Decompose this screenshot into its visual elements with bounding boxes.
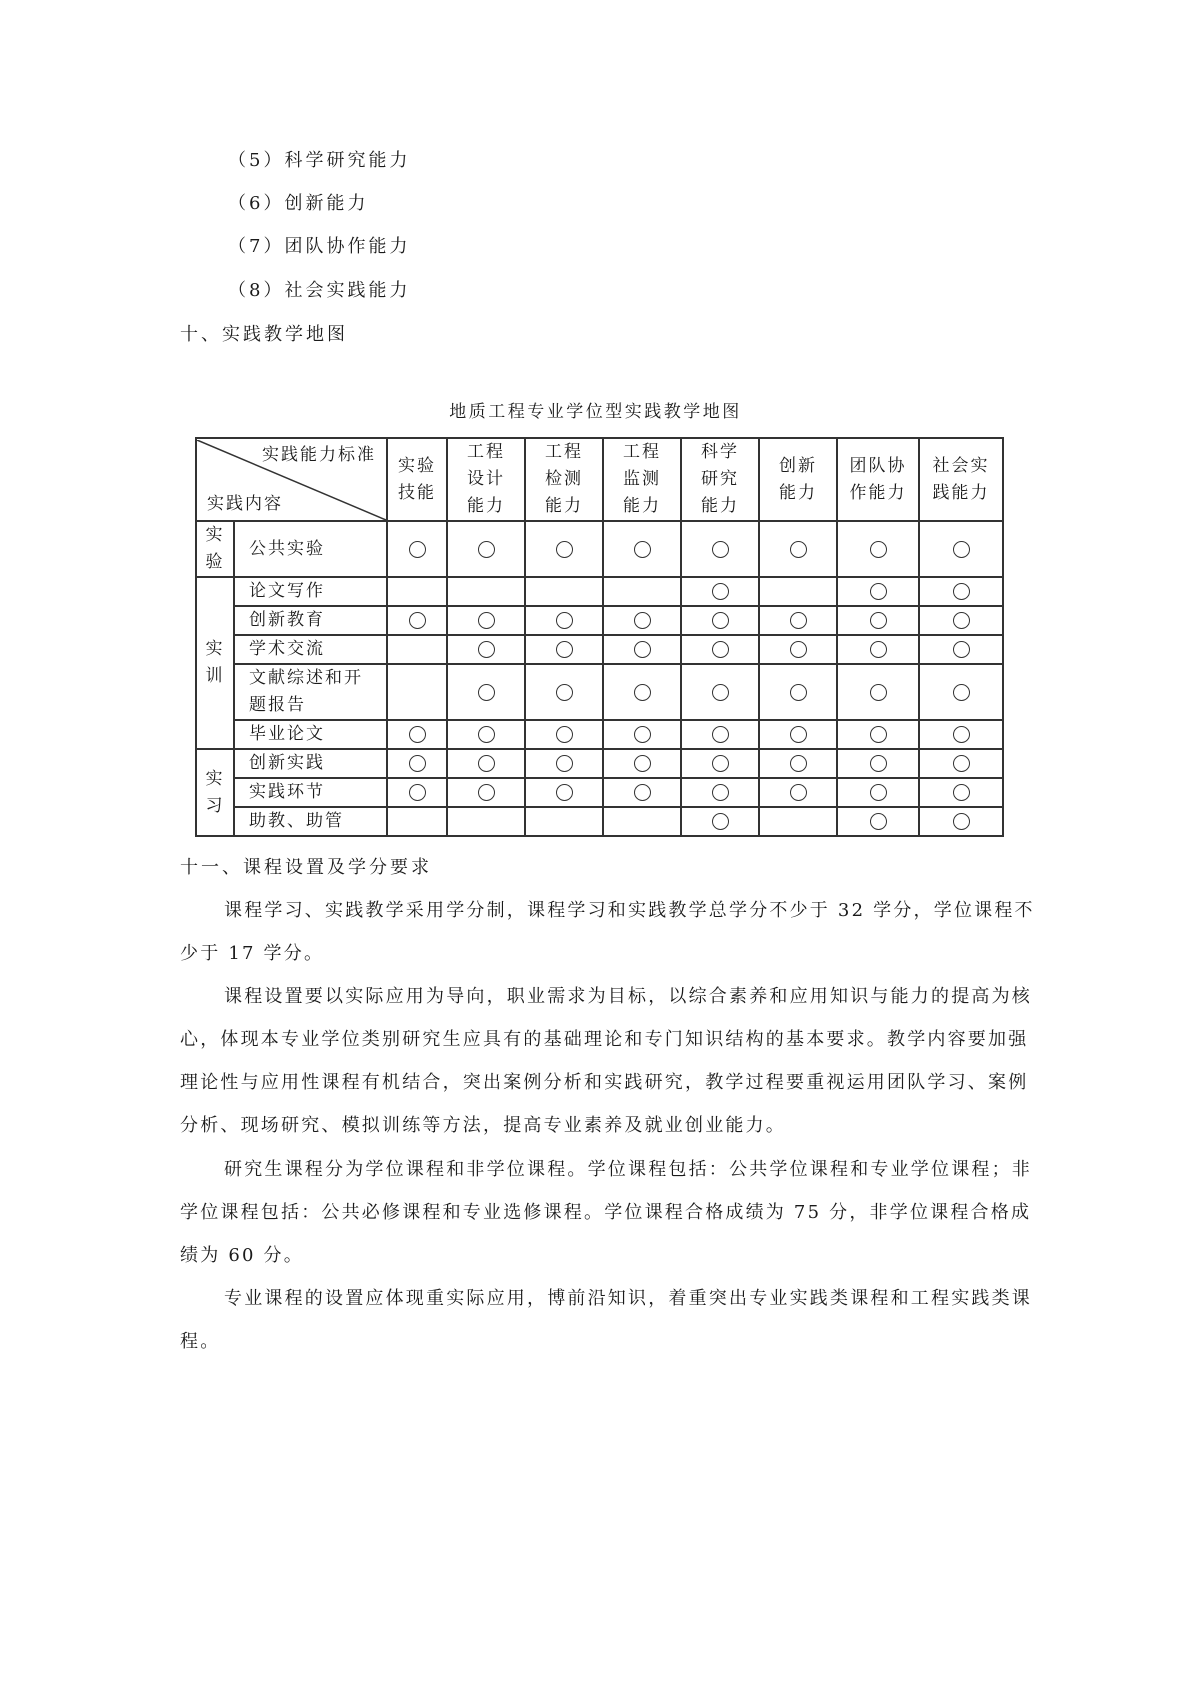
mark-cell — [387, 577, 447, 606]
mark-cell — [759, 635, 837, 664]
column-header-line: 团队协 — [849, 455, 907, 476]
column-header-line: 检测 — [545, 469, 583, 489]
practice-item-cell — [234, 749, 387, 778]
paragraph-credits-text: 课程学习、实践教学采用学分制，课程学习和实践教学总学分不少于 32 学分，学位课程不少于 17 学分。 — [180, 900, 1035, 964]
circle-mark-icon — [953, 541, 970, 558]
column-header-line: 能力 — [779, 482, 817, 503]
mark-cell — [603, 521, 681, 577]
mark-cell — [525, 635, 603, 664]
column-header-line: 实验 — [398, 455, 436, 476]
circle-mark-icon — [870, 726, 887, 743]
group-label-cell — [196, 749, 234, 836]
paragraph-professional-courses — [180, 1277, 1040, 1363]
ability-list-item-8: （8）社会实践能力 — [228, 280, 411, 301]
practice-item-cell — [234, 606, 387, 635]
mark-cell — [681, 635, 759, 664]
mark-cell — [919, 635, 1003, 664]
table-row — [196, 606, 1003, 635]
section-10-heading: 十、实践教学地图 — [180, 324, 348, 345]
table-row — [196, 778, 1003, 807]
mark-cell — [837, 749, 919, 778]
column-header-line: 社会实 — [932, 455, 990, 476]
practice-item-line: 学术交流 — [249, 639, 325, 659]
mark-cell — [759, 606, 837, 635]
section-11-heading: 十一、课程设置及学分要求 — [180, 857, 432, 878]
header-corner-cell — [196, 438, 387, 521]
mark-cell — [525, 778, 603, 807]
practice-item-cell — [234, 577, 387, 606]
column-header — [387, 438, 447, 521]
column-header — [525, 438, 603, 521]
circle-mark-icon — [478, 726, 495, 743]
mark-cell — [447, 606, 525, 635]
table-row — [196, 807, 1003, 836]
paragraph-professional-courses-text: 专业课程的设置应体现重实际应用，博前沿知识，着重突出专业实践类课程和工程实践类课程。 — [180, 1288, 1032, 1352]
circle-mark-icon — [712, 541, 729, 558]
circle-mark-icon — [870, 784, 887, 801]
mark-cell — [759, 778, 837, 807]
mark-cell — [525, 749, 603, 778]
mark-cell — [919, 778, 1003, 807]
column-header-line: 践能力 — [932, 482, 990, 503]
practice-item-cell — [234, 720, 387, 749]
column-header-line: 能力 — [701, 496, 739, 516]
practice-item-line: 论文写作 — [249, 581, 325, 601]
circle-mark-icon — [712, 726, 729, 743]
practice-item-cell — [234, 807, 387, 836]
paragraph-course-types-text: 研究生课程分为学位课程和非学位课程。学位课程包括：公共学位课程和专业学位课程；非学位课程包括：公共必修课程和专业选修课程。学位课程合格成绩为 75 分，非学位课程合格成绩为 60 分。 — [180, 1159, 1032, 1266]
mark-cell — [525, 664, 603, 720]
circle-mark-icon — [712, 583, 729, 600]
ability-list-item-7: （7）团队协作能力 — [228, 236, 411, 257]
mark-cell — [387, 749, 447, 778]
column-header — [603, 438, 681, 521]
mark-cell — [681, 521, 759, 577]
mark-cell — [837, 577, 919, 606]
paragraph-credits — [180, 889, 1040, 975]
circle-mark-icon — [409, 612, 426, 629]
circle-mark-icon — [953, 641, 970, 658]
circle-mark-icon — [634, 612, 651, 629]
mark-cell — [919, 577, 1003, 606]
practice-item-line: 题报告 — [249, 695, 306, 715]
paragraph-course-design-text: 课程设置要以实际应用为导向，职业需求为目标，以综合素养和应用知识与能力的提高为核心，体现本专业学位类别研究生应具有的基础理论和专门知识结构的基本要求。教学内容要加强理论性与应用性课程有机结合，突出案例分析和实践研究，教学过程要重视运用团队学习、案例分析、现场研究、模拟训练等方法，提高专业素养及就业创业能力。 — [180, 986, 1032, 1136]
circle-mark-icon — [634, 641, 651, 658]
column-header — [837, 438, 919, 521]
column-header-line: 设计 — [467, 469, 505, 489]
mark-cell — [681, 749, 759, 778]
practice-item-line: 公共实验 — [249, 538, 325, 559]
mark-cell — [681, 807, 759, 836]
mark-cell — [759, 720, 837, 749]
practice-item-line: 创新教育 — [249, 610, 325, 630]
mark-cell — [919, 521, 1003, 577]
mark-cell — [837, 807, 919, 836]
mark-cell — [759, 577, 837, 606]
mark-cell — [387, 606, 447, 635]
corner-label-ability-standard: 实践能力标准 — [262, 444, 376, 465]
practice-item-cell — [234, 778, 387, 807]
mark-cell — [919, 664, 1003, 720]
table-row — [196, 577, 1003, 606]
mark-cell — [681, 664, 759, 720]
mark-cell — [603, 664, 681, 720]
mark-cell — [837, 720, 919, 749]
circle-mark-icon — [478, 541, 495, 558]
circle-mark-icon — [870, 755, 887, 772]
corner-label-practice-content: 实践内容 — [207, 493, 283, 514]
circle-mark-icon — [712, 784, 729, 801]
circle-mark-icon — [478, 755, 495, 772]
mark-cell — [603, 749, 681, 778]
circle-mark-icon — [953, 755, 970, 772]
mark-cell — [837, 778, 919, 807]
circle-mark-icon — [409, 726, 426, 743]
mark-cell — [525, 807, 603, 836]
circle-mark-icon — [409, 755, 426, 772]
column-header-line: 技能 — [398, 482, 436, 503]
group-label-char: 训 — [205, 666, 225, 686]
table-row — [196, 749, 1003, 778]
mark-cell — [919, 606, 1003, 635]
mark-cell — [387, 807, 447, 836]
mark-cell — [525, 521, 603, 577]
mark-cell — [759, 521, 837, 577]
practice-item-cell — [234, 521, 387, 577]
mark-cell — [447, 521, 525, 577]
mark-cell — [525, 720, 603, 749]
circle-mark-icon — [870, 684, 887, 701]
column-header-line: 工程 — [623, 442, 661, 462]
column-header-line: 研究 — [701, 469, 739, 489]
corner-content — [197, 440, 386, 520]
column-header-line: 能力 — [545, 496, 583, 516]
circle-mark-icon — [953, 813, 970, 830]
circle-mark-icon — [478, 684, 495, 701]
mark-cell — [447, 635, 525, 664]
group-label-char: 验 — [205, 552, 225, 572]
mark-cell — [387, 521, 447, 577]
mark-cell — [387, 664, 447, 720]
mark-cell — [387, 778, 447, 807]
practice-item-cell — [234, 635, 387, 664]
circle-mark-icon — [478, 641, 495, 658]
mark-cell — [837, 606, 919, 635]
mark-cell — [759, 807, 837, 836]
column-header-line: 科学 — [701, 442, 739, 462]
mark-cell — [603, 577, 681, 606]
circle-mark-icon — [478, 612, 495, 629]
column-header — [447, 438, 525, 521]
practice-item-line: 毕业论文 — [249, 724, 325, 744]
column-header — [681, 438, 759, 521]
paragraph-course-types — [180, 1148, 1040, 1277]
mark-cell — [681, 720, 759, 749]
circle-mark-icon — [712, 684, 729, 701]
column-header-line: 能力 — [467, 496, 505, 516]
mark-cell — [387, 635, 447, 664]
mark-cell — [681, 778, 759, 807]
ability-list-item-5: （5）科学研究能力 — [228, 150, 411, 171]
mark-cell — [447, 664, 525, 720]
mark-cell — [525, 606, 603, 635]
practice-item-line: 创新实践 — [249, 753, 325, 773]
circle-mark-icon — [556, 684, 573, 701]
column-header-line: 能力 — [623, 496, 661, 516]
table-caption: 地质工程专业学位型实践教学地图 — [449, 402, 742, 422]
column-header-line: 监测 — [623, 469, 661, 489]
mark-cell — [447, 577, 525, 606]
table-row — [196, 521, 1003, 577]
circle-mark-icon — [478, 784, 495, 801]
circle-mark-icon — [409, 541, 426, 558]
ability-list-item-6: （6）创新能力 — [228, 193, 369, 214]
circle-mark-icon — [790, 641, 807, 658]
group-label-char: 实 — [205, 768, 225, 789]
mark-cell — [447, 749, 525, 778]
circle-mark-icon — [870, 641, 887, 658]
circle-mark-icon — [556, 726, 573, 743]
circle-mark-icon — [634, 755, 651, 772]
circle-mark-icon — [556, 612, 573, 629]
column-header — [759, 438, 837, 521]
table-row — [196, 720, 1003, 749]
mark-cell — [603, 807, 681, 836]
mark-cell — [603, 720, 681, 749]
mark-cell — [447, 807, 525, 836]
circle-mark-icon — [712, 612, 729, 629]
circle-mark-icon — [556, 755, 573, 772]
mark-cell — [603, 606, 681, 635]
practice-item-line: 文献综述和开 — [249, 668, 363, 688]
circle-mark-icon — [790, 726, 807, 743]
group-label-cell — [196, 521, 234, 577]
group-label-cell — [196, 577, 234, 749]
mark-cell — [837, 635, 919, 664]
circle-mark-icon — [712, 641, 729, 658]
circle-mark-icon — [870, 541, 887, 558]
circle-mark-icon — [634, 541, 651, 558]
circle-mark-icon — [953, 612, 970, 629]
circle-mark-icon — [790, 755, 807, 772]
practice-item-cell — [234, 664, 387, 720]
mark-cell — [387, 720, 447, 749]
circle-mark-icon — [953, 784, 970, 801]
circle-mark-icon — [634, 784, 651, 801]
column-header-line: 工程 — [545, 442, 583, 462]
paragraph-course-design — [180, 975, 1040, 1147]
column-header — [919, 438, 1003, 521]
circle-mark-icon — [634, 726, 651, 743]
circle-mark-icon — [870, 583, 887, 600]
mark-cell — [447, 720, 525, 749]
table-header-row — [196, 438, 1003, 521]
mark-cell — [681, 606, 759, 635]
circle-mark-icon — [790, 612, 807, 629]
circle-mark-icon — [790, 684, 807, 701]
circle-mark-icon — [556, 641, 573, 658]
mark-cell — [603, 778, 681, 807]
circle-mark-icon — [790, 784, 807, 801]
mark-cell — [681, 577, 759, 606]
mark-cell — [837, 664, 919, 720]
circle-mark-icon — [634, 684, 651, 701]
mark-cell — [525, 577, 603, 606]
column-header-line: 作能力 — [849, 482, 907, 503]
table-row — [196, 635, 1003, 664]
circle-mark-icon — [870, 813, 887, 830]
circle-mark-icon — [712, 813, 729, 830]
table-row — [196, 664, 1003, 720]
circle-mark-icon — [409, 784, 426, 801]
mark-cell — [837, 521, 919, 577]
group-label-char: 实 — [205, 525, 225, 545]
circle-mark-icon — [953, 684, 970, 701]
practice-item-line: 实践环节 — [249, 782, 325, 802]
mark-cell — [919, 749, 1003, 778]
mark-cell — [919, 807, 1003, 836]
mark-cell — [759, 664, 837, 720]
practice-teaching-map-table — [195, 437, 1004, 837]
group-label-char: 习 — [205, 795, 225, 816]
circle-mark-icon — [790, 541, 807, 558]
mark-cell — [759, 749, 837, 778]
mark-cell — [447, 778, 525, 807]
circle-mark-icon — [556, 541, 573, 558]
group-label-char: 实 — [205, 639, 225, 659]
circle-mark-icon — [712, 755, 729, 772]
circle-mark-icon — [556, 784, 573, 801]
circle-mark-icon — [870, 612, 887, 629]
circle-mark-icon — [953, 583, 970, 600]
column-header-line: 工程 — [467, 442, 505, 462]
practice-item-line: 助教、助管 — [249, 811, 344, 831]
mark-cell — [603, 635, 681, 664]
column-header-line: 创新 — [779, 455, 817, 476]
mark-cell — [919, 720, 1003, 749]
circle-mark-icon — [953, 726, 970, 743]
